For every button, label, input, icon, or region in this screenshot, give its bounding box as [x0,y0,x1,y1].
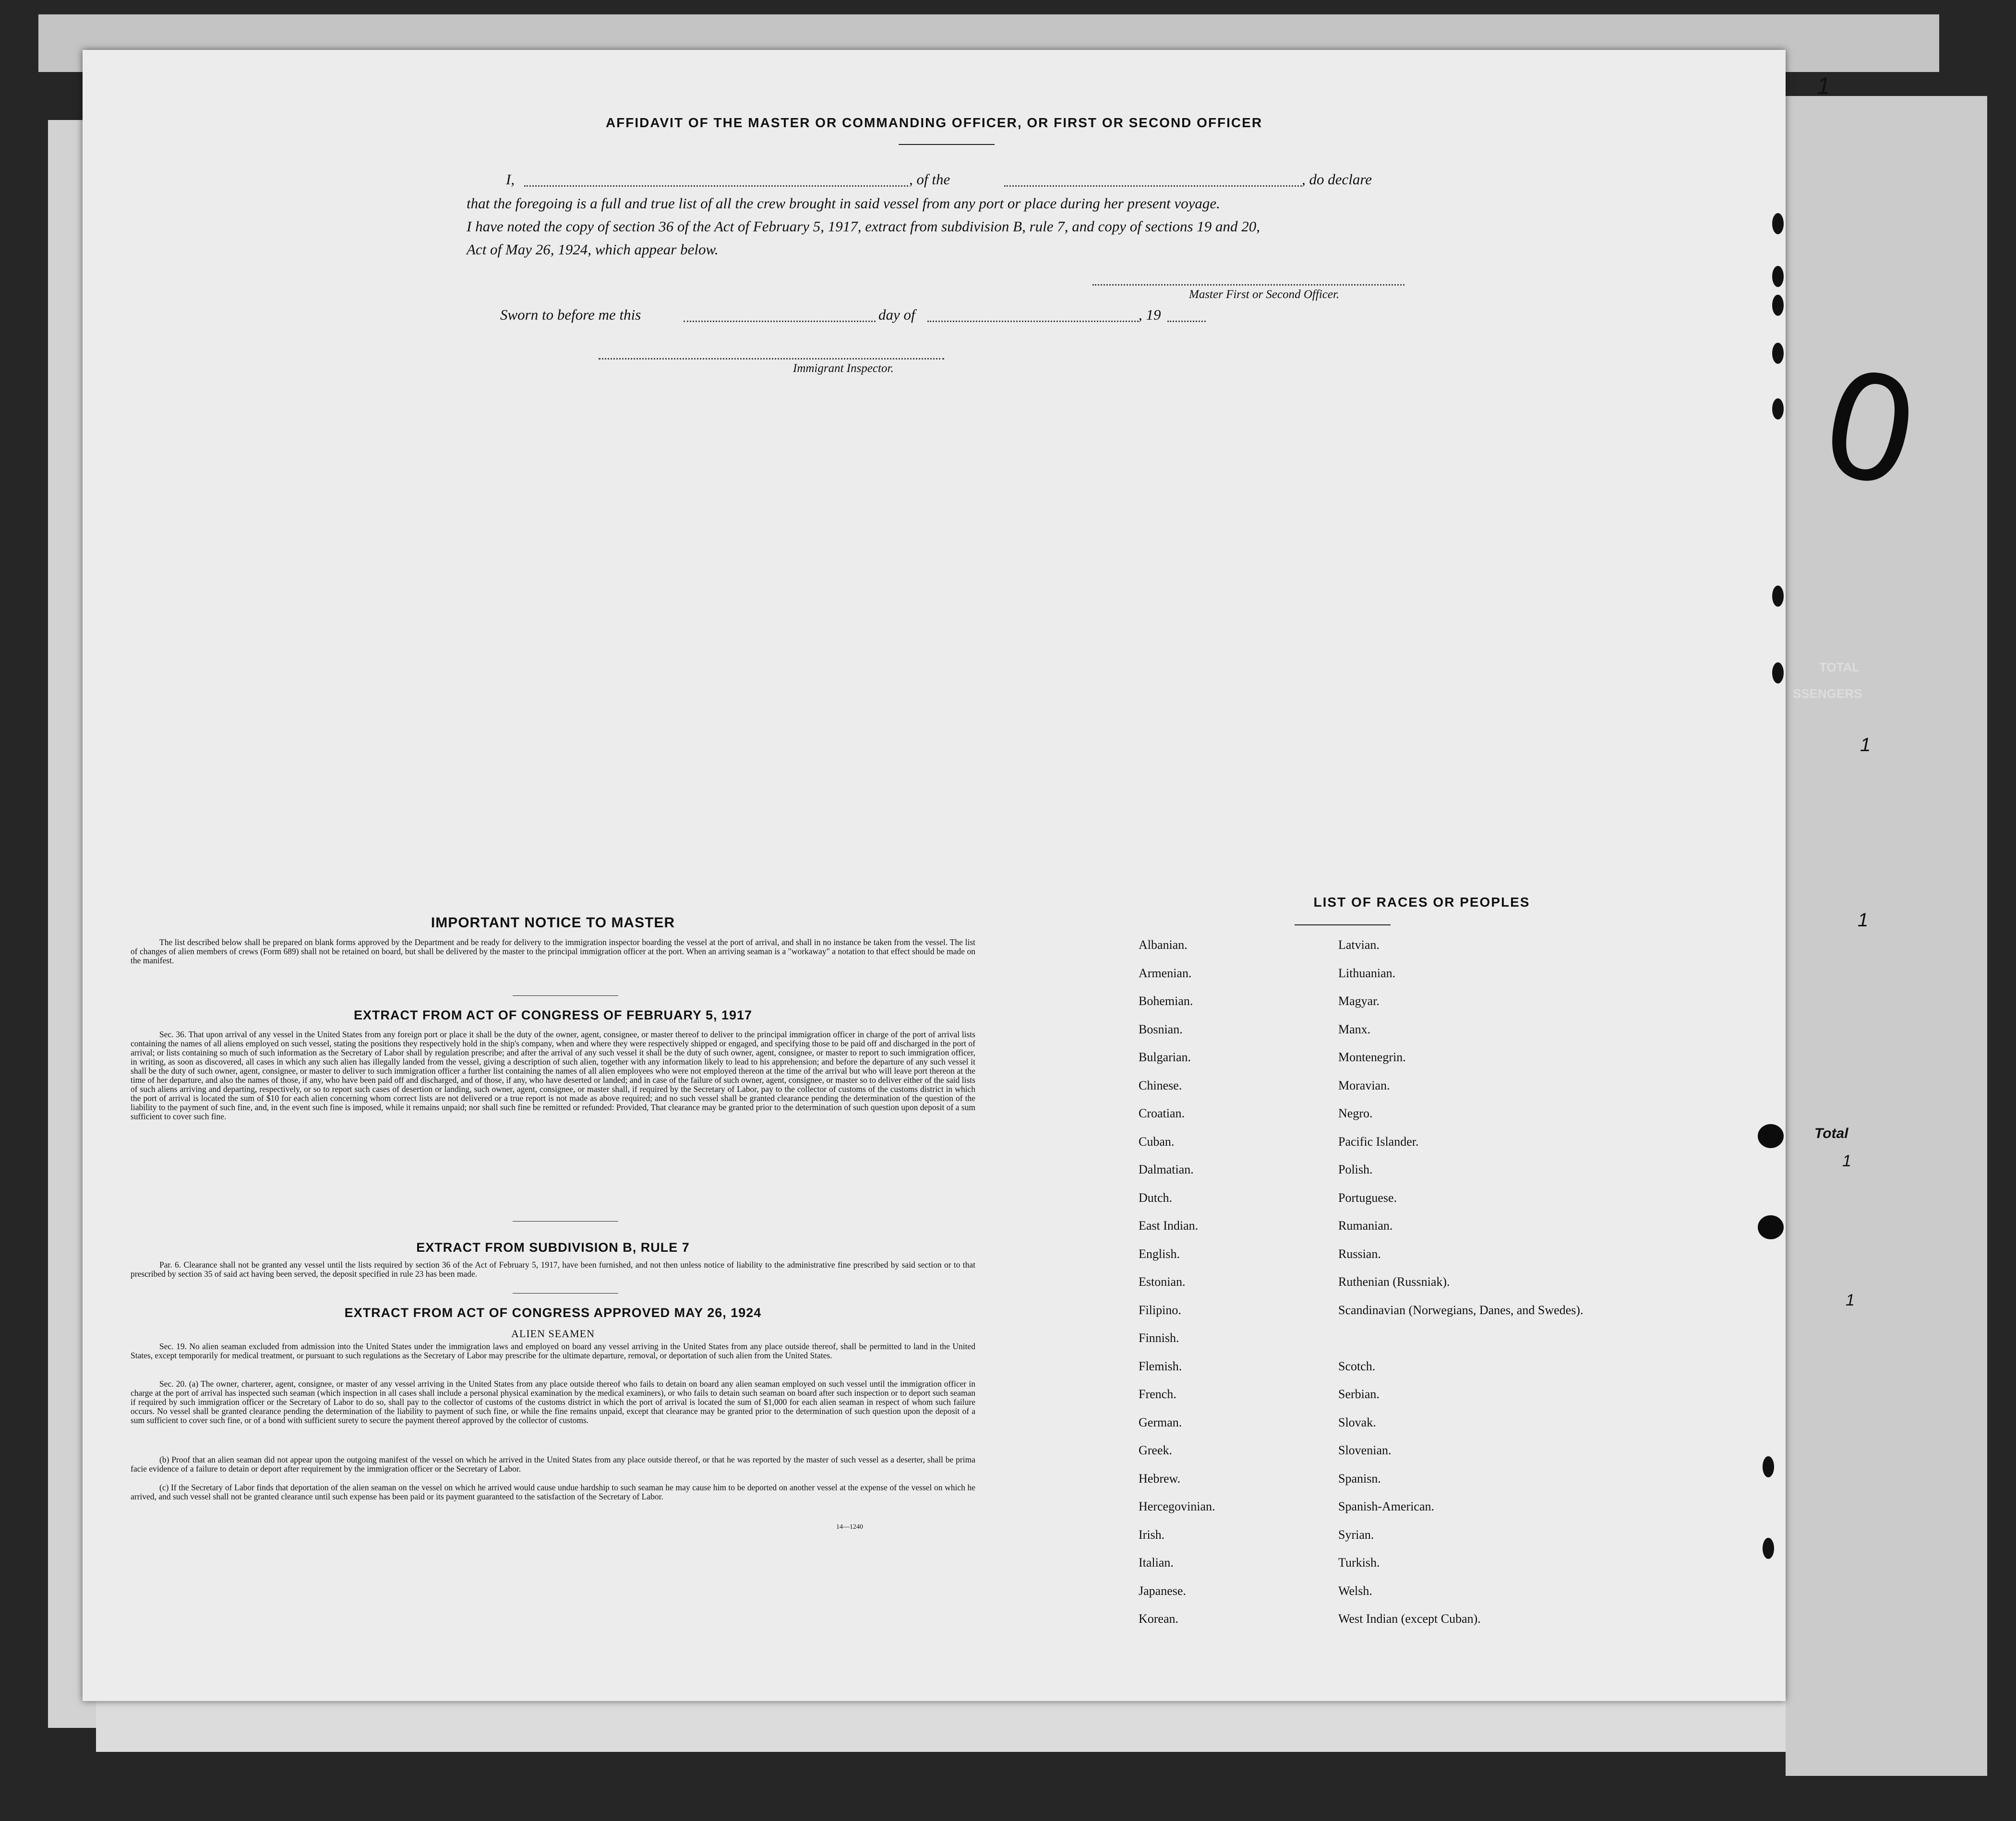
race-item: Pacific Islander. [1338,1134,1419,1149]
punch-hole [1758,1215,1784,1239]
rule7-divider [513,1293,618,1294]
rule7-text: Par. 6. Clearance shall not be granted any vessel until the lists required by section 36 of the Act of February 5, 1917, have been furnished, and not then unless notice of liability to the administrative fine prescribed by said section or to that prescribed by section 35 of said act having been served, the deposit specified in rule 23 has been made. [131,1260,975,1279]
race-item: German. [1139,1415,1182,1429]
master-signature-label: Master First or Second Officer. [1189,288,1340,301]
race-item: Syrian. [1338,1527,1374,1542]
race-item: Serbian. [1338,1387,1380,1401]
race-item: Lithuanian. [1338,966,1396,980]
race-item: Rumanian. [1338,1219,1393,1233]
race-item: Turkish. [1338,1556,1380,1569]
punch-hole [1758,1124,1784,1148]
race-item: Hercegovinian. [1139,1499,1215,1513]
extract-1924-title: EXTRACT FROM ACT OF CONGRESS APPROVED MAY 26, 1924 [344,1306,762,1320]
vessel-name-line[interactable] [1004,185,1302,187]
race-item: Croatian. [1139,1106,1185,1120]
notice-title: IMPORTANT NOTICE TO MASTER [431,915,675,931]
year-label: , 19 [1139,306,1161,323]
punch-hole [1772,343,1784,364]
affidavit-line-3: I have noted the copy of section 36 of the Act of February 5, 1917, extract from subdivision B, rule 7, and copy of sections 19 and 20, [467,218,1260,235]
races-column-1 [1139,938,1321,1640]
extract-1917-text: Sec. 36. That upon arrival of any vessel in the United States from any foreign port or place it shall be the duty of the owner, agent, consignee, or master thereof to deliver to the principal immigration officer in charge of the port of arrival lists containing the names of all aliens employed on such vessel, stating the positions they respectively hold in the ship's company, when and where they were respectively shipped or engaged, and specifying those to be paid off and discharged in the port of arrival; or lists containing so much of such information as the Secretary of Labor shall by regulation prescribe; and after the arrival of any such vessel it shall be the duty of such owner, agent, consignee, or master to report to such immigration officer, in writing, as soon as discovered, all cases in which any such alien has illegally landed from the vessel, giving a description of such alien, together with any information likely to lead to his apprehension; and before the departure of any such vessel it shall be the duty of such owner, agent, consignee, or master to deliver to such immigration officer a further list containing the names of all alien employees who were not employed thereon at the time of the arrival but who will leave port thereon at the time of her departure, and also the names of those, if any, who have been paid off and discharged, and of those, if any, who have deserted or landed; and in case of the failure of such owner, agent, consignee, or master so to deliver either of the said lists of such aliens arriving and departing, respectively, or so to report such cases of desertion or landing, such owner, agent, consignee, or master shall, if required by the Secretary of Labor, pay to the collector of customs of the customs district in which the port of arrival is located the sum of $10 for each alien concerning whom correct lists are not delivered or a true report is not made as above required; and no such vessel shall be granted clearance pending the determination of the question of the liability to the payment of such fine, and, in the event such fine is imposed, while it remains unpaid; nor shall such fine be remitted or refunded: Provided, That clearance may be granted prior to the determination of such question upon deposit of a sum sufficient to cover such fine. [131,1030,975,1121]
race-item: Spanisn. [1338,1471,1381,1486]
declarant-name-line[interactable] [524,185,908,187]
race-item: English. [1139,1246,1180,1261]
tally-mark-2: 1 [1858,910,1869,931]
extract-1917-divider [513,1221,618,1222]
sworn-day-line[interactable] [684,321,876,322]
extract-1924-sec19: Sec. 19. No alien seaman excluded from admission into the United States under the immigration laws and employed on board any vessel arriving in the United States from any place outside thereof, shall be permitted to land in the United States, except temporarily for medical treatment, or pursuant to such regulations as the Secretary of Labor may prescribe for the ultimate departure, removal, or deportation of such alien from the United States. [131,1342,975,1360]
back-sheet-bottom [96,1694,1786,1752]
underlying-total-label: Total [1814,1126,1848,1141]
race-item: Bosnian. [1139,1022,1183,1036]
race-item: Scandinavian (Norwegians, Danes, and Swedes). [1338,1303,1584,1317]
tally-mark-3: 1 [1842,1152,1851,1170]
race-item: Slovak. [1338,1415,1376,1429]
race-item: Latvian. [1338,938,1380,952]
race-item: Scotch. [1338,1359,1376,1373]
tally-mark-4: 1 [1846,1291,1855,1309]
extract-1924-sec20a: Sec. 20. (a) The owner, charterer, agent, consignee, or master of any vessel arriving in the United States from any place outside thereof who fails to detain on board any alien seaman employed on such vessel until the immigration officer in charge at the port of arrival has inspected such seaman (which inspection in all cases shall include a personal physical examination by the medical examiners), or who fails to detain such seaman on board after such inspection or to deport such seaman if required by such immigration officer or the Secretary of Labor to do so, shall pay to the collector of customs of the customs district in which the port of arrival is located the sum of $1,000 for each alien seaman in respect of whom such failure occurs. No vessel shall be granted clearance pending the determination of the liability to payment of such fine, or while the fine remains unpaid, except that clearance may be granted prior to the determination of such question upon the deposit of a sum sufficient to cover such fine, or of a bond with sufficient surety to secure the payment thereof approved by the collector of customs. [131,1379,975,1425]
sworn-month-line[interactable] [927,321,1139,322]
race-item: Dutch. [1139,1190,1173,1205]
race-item: Chinese. [1139,1078,1182,1092]
sworn-year-line[interactable] [1167,321,1206,322]
extract-1917-title: EXTRACT FROM ACT OF CONGRESS OF FEBRUARY 5, 1917 [353,1008,753,1022]
race-item: Negro. [1338,1106,1373,1120]
underlying-total-header: TOTAL [1819,660,1860,674]
extract-1924-sec20c: (c) If the Secretary of Labor finds that deportation of the alien seaman on the vessel on which he arrived would cause undue hardship to such seaman he may cause him to be deported on another vessel at the expense of the vessel on which he arrived, and such vessel shall not be granted clearance until such expense has been paid or its payment guaranteed to the satisfaction of the Secretary of Labor. [131,1483,975,1501]
form-number: 14—1240 [836,1523,863,1531]
race-item: West Indian (except Cuban). [1338,1612,1481,1626]
race-item: Greek. [1139,1443,1173,1457]
notice-text: The list described below shall be prepared on blank forms approved by the Department and be ready for delivery to the immigration inspector boarding the vessel at the port of arrival, and shall in no instance be taken from the vessel. The list of changes of alien members of crews (Form 689) shall not be retained on board, but shall be delivered by the master to the principal immigration officer at the port. When an arriving seaman is a "workaway" a notation to that effect should be made on the manifest. [131,937,975,965]
race-item: Cuban. [1139,1134,1175,1149]
day-of-label: day of [878,306,915,323]
underlying-passengers-header: SSENGERS [1793,686,1862,701]
title-underline [899,144,995,145]
race-item: Korean. [1139,1612,1179,1626]
handwritten-zero: 0 [1807,337,1932,521]
race-item: Portuguese. [1338,1190,1397,1205]
punch-hole [1772,398,1784,419]
race-item: Polish. [1338,1162,1373,1176]
extract-1924-sec20b: (b) Proof that an alien seaman did not appear upon the outgoing manifest of the vessel on which he arrived in the United States from any place outside thereof, or that he was reported by the master of such vessel as a deserter, shall be prima facie evidence of a failure to detain or deport after requirement by the immigration officer or the Secretary of Labor. [131,1455,975,1474]
punch-hole [1772,266,1784,287]
punch-hole [1763,1456,1774,1477]
race-item: Manx. [1338,1022,1371,1036]
rule7-title: EXTRACT FROM SUBDIVISION B, RULE 7 [416,1240,690,1255]
of-the-label: , of the [909,171,950,188]
tally-mark-1: 1 [1860,734,1871,755]
races-column-2 [1338,938,1588,1640]
affidavit-line-2: that the foregoing is a full and true list of all the crew brought in said vessel from any port or place during her present voyage. [467,195,1220,212]
do-declare-label: , do declare [1302,171,1372,188]
race-item: Hebrew. [1139,1471,1181,1486]
race-item: Spanish-American. [1338,1499,1435,1513]
race-item: Moravian. [1338,1078,1390,1092]
sworn-label: Sworn to before me this [500,306,641,323]
affidavit-title: AFFIDAVIT OF THE MASTER OR COMMANDING OFFICER, OR FIRST OR SECOND OFFICER [605,115,1263,130]
race-item: East Indian. [1139,1219,1199,1233]
race-item: Albanian. [1139,938,1188,952]
tally-mark-5: 1 [1817,72,1830,99]
inspector-signature-line[interactable] [599,358,944,359]
race-item: Filipino. [1139,1303,1181,1317]
race-item: Italian. [1139,1556,1174,1569]
race-item: French. [1139,1387,1176,1401]
race-item: Dalmatian. [1139,1162,1194,1176]
race-item: Japanese. [1139,1583,1186,1598]
punch-hole [1772,586,1784,607]
races-title: LIST OF RACES OR PEOPLES [1313,895,1530,910]
race-item: Flemish. [1139,1359,1182,1373]
races-title-underline [1295,924,1391,925]
race-item: Finnish. [1139,1331,1179,1345]
race-item: Bohemian. [1139,994,1193,1008]
race-item: Welsh. [1338,1583,1372,1598]
notice-divider [513,995,618,996]
punch-hole [1772,662,1784,683]
race-item: Irish. [1139,1527,1165,1542]
race-item: Slovenian. [1338,1443,1392,1457]
race-item: Ruthenian (Russniak). [1338,1275,1450,1289]
inspector-signature-label: Immigrant Inspector. [793,362,894,375]
race-item: Montenegrin. [1338,1050,1406,1064]
master-signature-line[interactable] [1092,284,1404,286]
punch-hole [1772,213,1784,234]
race-item: Estonian. [1139,1275,1186,1289]
race-item: Magyar. [1338,994,1380,1008]
race-item: Russian. [1338,1246,1381,1261]
punch-hole [1763,1538,1774,1559]
race-item: Bulgarian. [1139,1050,1191,1064]
declarant-label: I, [506,171,515,188]
extract-1924-subtitle: ALIEN SEAMEN [511,1328,595,1340]
affidavit-line-4: Act of May 26, 1924, which appear below. [467,241,719,258]
race-item: Armenian. [1139,966,1192,980]
manifest-page [83,50,1786,1701]
punch-hole [1772,295,1784,316]
